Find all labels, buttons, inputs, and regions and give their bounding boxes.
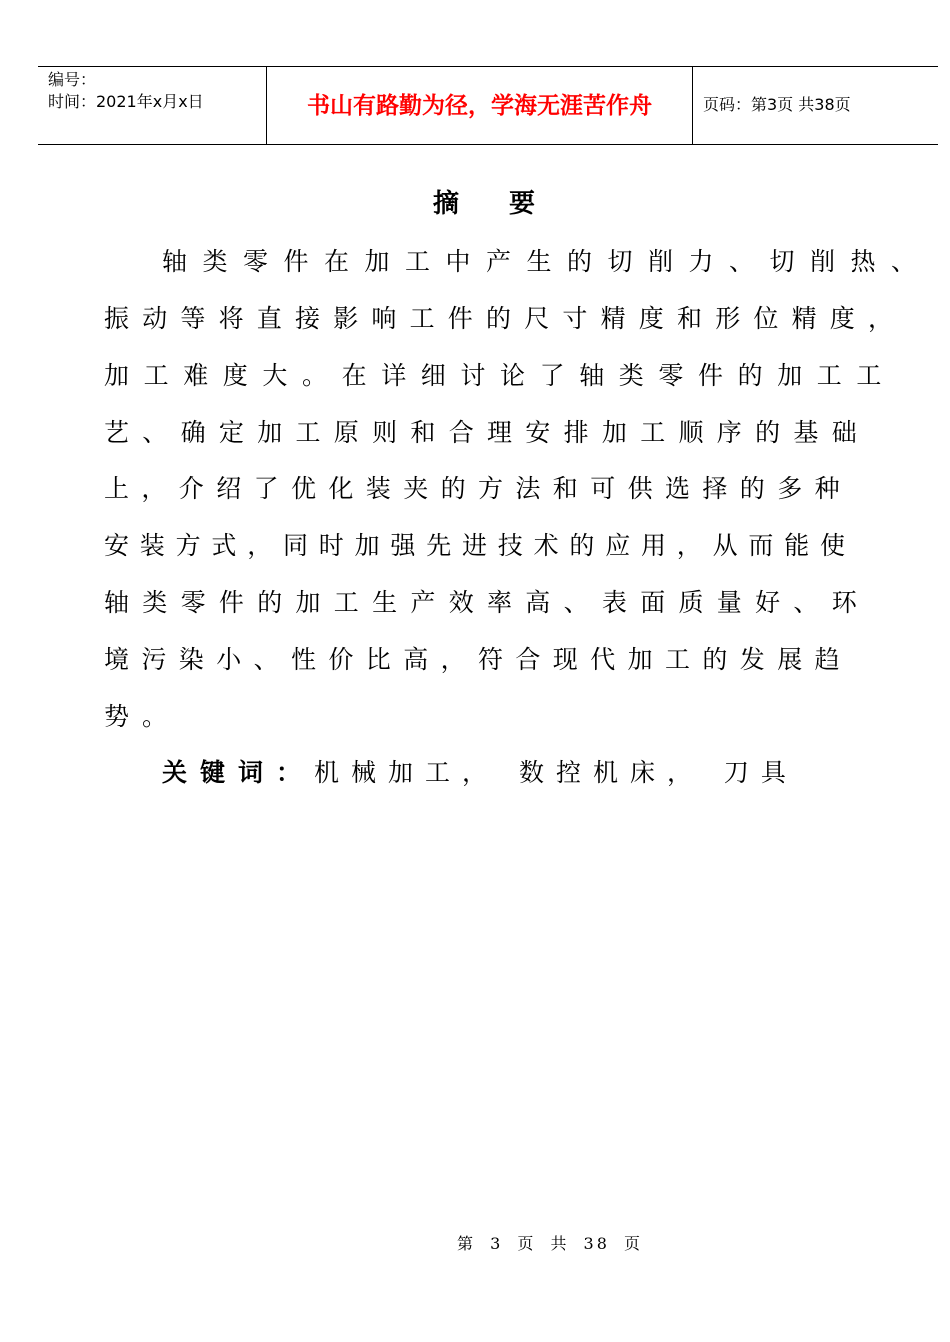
serial-number-label: 编号：	[48, 70, 97, 89]
abstract-line: 上，介绍了优化装夹的方法和可供选择的多种	[104, 474, 853, 503]
header-page-cell	[693, 67, 938, 144]
abstract-line: 境污染小、性价比高，符合现代加工的发展趋	[104, 645, 853, 674]
keywords-line	[162, 756, 798, 790]
abstract-line: 艺、确定加工原则和合理安排加工顺序的基础	[104, 418, 871, 447]
abstract-title: 摘要	[432, 189, 585, 219]
abstract-line: 振动等将直接影响工件的尺寸精度和形位精度，	[104, 304, 907, 333]
page-code: 页码：第3页 共38页	[703, 95, 851, 114]
abstract-line: 轴类零件在加工中产生的切削力、切削热、	[162, 247, 932, 276]
page-footer: 第 3 页 共 38 页	[457, 1234, 643, 1253]
abstract-line: 势。	[104, 702, 181, 731]
header-motto-cell	[267, 67, 693, 144]
keywords-label: 关键词：	[162, 758, 315, 787]
header-info-cell	[38, 67, 267, 144]
abstract-line: 加工难度大。在详细讨论了轴类零件的加工工	[104, 361, 897, 390]
keywords-value: 机械加工， 数控机床， 刀具	[314, 758, 798, 787]
abstract-line: 轴类零件的加工生产效率高、表面质量好、环	[104, 588, 871, 617]
abstract-line: 安装方式，同时加强先进技术的应用，从而能使	[104, 531, 856, 560]
page-header	[38, 66, 938, 145]
date-label: 时间：2021年x月x日	[48, 92, 204, 111]
motto-text: 书山有路勤为径，学海无涯苦作舟	[307, 92, 652, 119]
